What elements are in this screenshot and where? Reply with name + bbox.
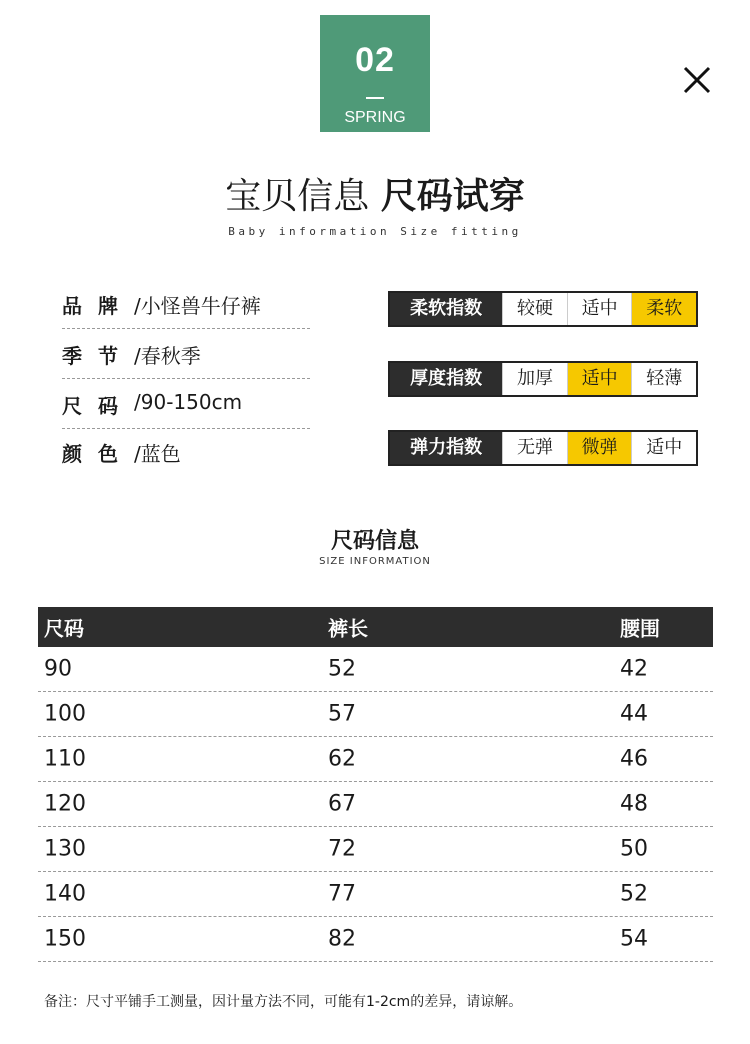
- index-option: 微弹: [567, 432, 632, 464]
- index-option: 轻薄: [631, 363, 696, 395]
- season-badge: [320, 15, 430, 132]
- index-label: 柔软指数: [390, 293, 502, 325]
- index-option: 适中: [567, 293, 632, 325]
- page-title: [0, 168, 750, 219]
- table-row: [38, 782, 713, 827]
- table-row: [38, 737, 713, 782]
- cell-size: 130: [44, 836, 86, 862]
- info-row-color: [62, 432, 310, 476]
- info-label: 尺码: [62, 394, 134, 418]
- index-option: 较硬: [502, 293, 567, 325]
- cell-size: 110: [44, 746, 86, 772]
- table-row: [38, 827, 713, 872]
- info-row-brand: [62, 284, 310, 329]
- index-option: 柔软: [631, 293, 696, 325]
- cell-length: 77: [328, 881, 356, 907]
- table-row: [38, 917, 713, 962]
- title-light: 宝贝信息: [225, 176, 370, 217]
- cell-length: 72: [328, 836, 356, 862]
- index-label: 弹力指数: [390, 432, 502, 464]
- badge-divider: [366, 97, 384, 99]
- cell-size: 120: [44, 791, 86, 817]
- table-row: [38, 872, 713, 917]
- index-option: 无弹: [502, 432, 567, 464]
- info-value: /90-150cm: [134, 390, 243, 414]
- header-waist: 腰围: [620, 616, 660, 641]
- size-table: [38, 607, 713, 962]
- softness-index: [388, 291, 698, 327]
- cell-waist: 52: [620, 881, 648, 907]
- index-option: 加厚: [502, 363, 567, 395]
- info-row-size: [62, 384, 310, 429]
- close-icon[interactable]: [680, 62, 714, 96]
- info-row-season: [62, 334, 310, 379]
- cell-length: 82: [328, 926, 356, 952]
- cell-waist: 44: [620, 701, 648, 727]
- info-value: /蓝色: [134, 442, 181, 466]
- index-option: 适中: [631, 432, 696, 464]
- cell-length: 67: [328, 791, 356, 817]
- header-size: 尺码: [44, 616, 84, 641]
- index-option: 适中: [567, 363, 632, 395]
- info-label: 品牌: [62, 294, 134, 318]
- table-header: [38, 607, 713, 647]
- info-label: 颜色: [62, 442, 134, 466]
- measurement-note: 备注：尺寸平铺手工测量，因计量方法不同，可能有1-2cm的差异，请谅解。: [44, 994, 523, 1010]
- info-value: /春秋季: [134, 344, 201, 368]
- badge-season: SPRING: [344, 109, 406, 126]
- index-label: 厚度指数: [390, 363, 502, 395]
- cell-length: 52: [328, 656, 356, 682]
- size-section-subtitle: SIZE INFORMATION: [319, 556, 431, 567]
- size-section-title: 尺码信息: [330, 529, 419, 554]
- elasticity-index: [388, 430, 698, 466]
- header-length: 裤长: [328, 616, 368, 641]
- cell-size: 140: [44, 881, 86, 907]
- table-row: [38, 647, 713, 692]
- cell-length: 62: [328, 746, 356, 772]
- table-row: [38, 692, 713, 737]
- cell-size: 150: [44, 926, 86, 952]
- cell-waist: 48: [620, 791, 648, 817]
- cell-waist: 50: [620, 836, 648, 862]
- page-subtitle: Baby information Size fitting: [228, 225, 522, 238]
- cell-waist: 46: [620, 746, 648, 772]
- title-bold: 尺码试穿: [380, 176, 525, 217]
- cell-size: 90: [44, 656, 72, 682]
- thickness-index: [388, 361, 698, 397]
- info-label: 季节: [62, 344, 134, 368]
- cell-waist: 42: [620, 656, 648, 682]
- cell-size: 100: [44, 701, 86, 727]
- cell-waist: 54: [620, 926, 648, 952]
- cell-length: 57: [328, 701, 356, 727]
- info-value: /小怪兽牛仔裤: [134, 294, 261, 318]
- badge-number: 02: [355, 41, 395, 79]
